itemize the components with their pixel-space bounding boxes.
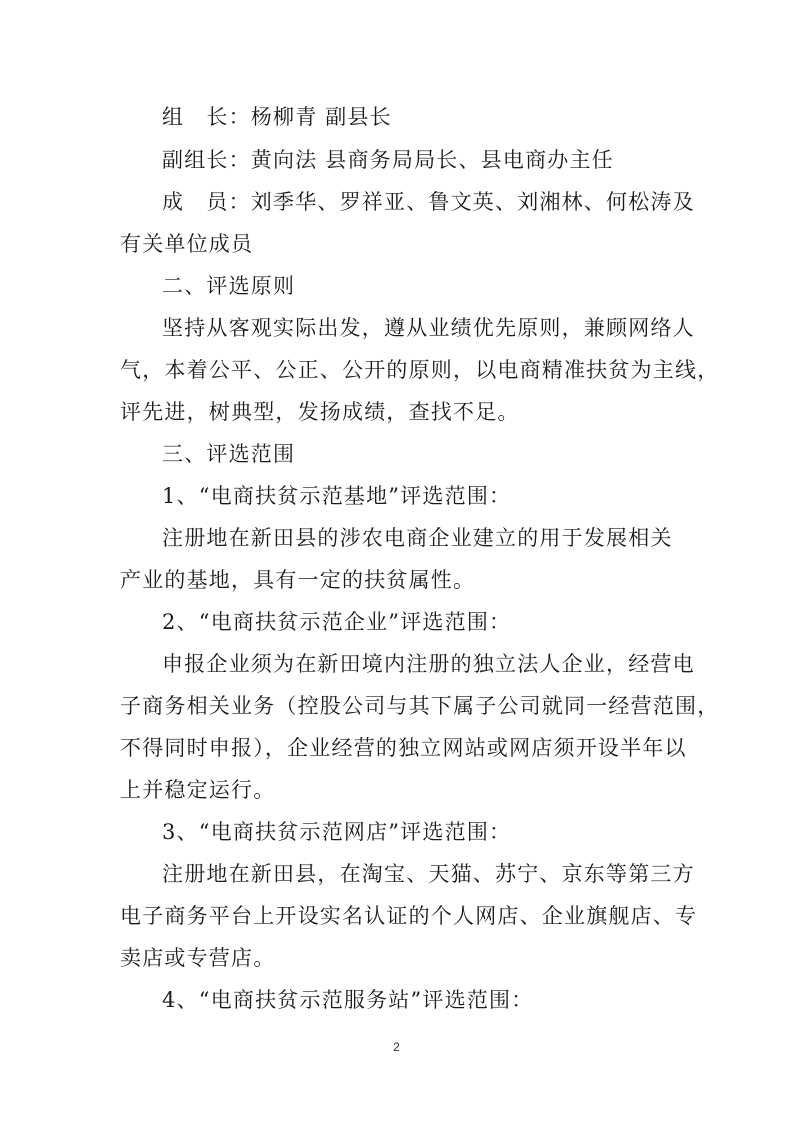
paragraph-line: 注册地在新田县，在淘宝、天猫、苏宁、京东等第三方 <box>162 862 695 886</box>
members-line: 成 员：刘季华、罗祥亚、鲁文英、刘湘林、何松涛及 <box>162 190 695 214</box>
paragraph-line: 注册地在新田县的涉农电商企业建立的用于发展相关 <box>162 526 673 550</box>
paragraph-line: 评先进，树典型，发扬成绩，查找不足。 <box>120 400 520 424</box>
paragraph-line: 坚持从客观实际出发，遵从业绩优先原则，兼顾网络人 <box>162 316 695 340</box>
page-number: 2 <box>393 1040 400 1054</box>
paragraph-line: 子商务相关业务（控股公司与其下属子公司就同一经营范围， <box>120 694 720 718</box>
paragraph-line: 电子商务平台上开设实名认证的个人网店、企业旗舰店、专 <box>120 904 698 928</box>
section-heading-principles: 二、评选原则 <box>162 274 296 298</box>
paragraph-line: 卖店或专营店。 <box>120 946 276 970</box>
subheading-service-station: 4、“电商扶贫示范服务站”评选范围： <box>162 988 534 1012</box>
deputy-leader-line: 副组长：黄向法 县商务局局长、县电商办主任 <box>162 148 614 172</box>
paragraph-line: 不得同时申报），企业经营的独立网站或网店须开设半年以 <box>120 736 687 760</box>
section-heading-scope: 三、评选范围 <box>162 442 296 466</box>
paragraph-line: 上并稳定运行。 <box>120 778 276 802</box>
leader-line: 组 长：杨柳青 副县长 <box>162 105 392 129</box>
paragraph-line: 产业的基地，具有一定的扶贫属性。 <box>120 568 476 592</box>
subheading-base: 1、“电商扶贫示范基地”评选范围： <box>162 484 512 508</box>
subheading-online-store: 3、“电商扶贫示范网店”评选范围： <box>162 820 512 844</box>
paragraph-line: 申报企业须为在新田境内注册的独立法人企业，经营电 <box>162 652 695 676</box>
members-line-continued: 有关单位成员 <box>120 232 254 256</box>
subheading-enterprise: 2、“电商扶贫示范企业”评选范围： <box>162 610 512 634</box>
paragraph-line: 气，本着公平、公正、公开的原则，以电商精准扶贫为主线， <box>120 358 720 382</box>
